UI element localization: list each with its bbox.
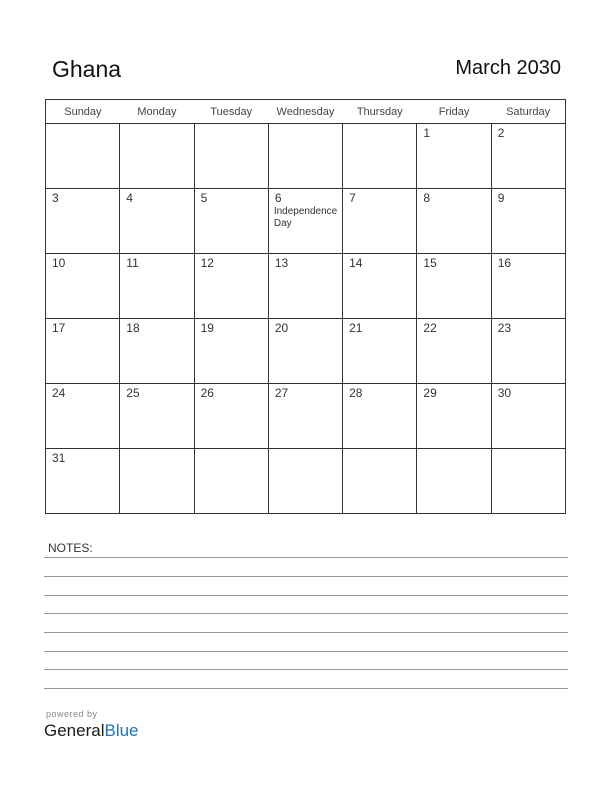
day-cell: [120, 384, 194, 449]
week-row: [46, 384, 566, 449]
day-cell: [194, 319, 268, 384]
day-number: 11: [126, 256, 139, 270]
day-number: [269, 449, 342, 452]
day-number: 28: [349, 386, 363, 400]
day-cell: [491, 254, 565, 319]
day-cell: [491, 384, 565, 449]
day-cell: [120, 449, 194, 514]
week-row: [46, 319, 566, 384]
day-cell: [268, 254, 342, 319]
day-number: 25: [126, 386, 140, 400]
day-cell: [491, 449, 565, 514]
day-number: 9: [497, 191, 505, 205]
day-cell: [343, 189, 417, 254]
day-number: 10: [52, 256, 66, 270]
day-number: [492, 449, 565, 452]
brand-general: General: [44, 721, 105, 740]
day-number: 13: [274, 256, 289, 270]
day-cell: [120, 189, 194, 254]
day-cell: [491, 189, 565, 254]
day-cell: [343, 449, 417, 514]
day-number: 12: [200, 256, 214, 270]
day-number: 4: [126, 191, 133, 205]
day-cell: [120, 124, 194, 189]
day-cell: [417, 189, 491, 254]
day-cell: [46, 384, 120, 449]
day-number: 21: [349, 321, 363, 335]
day-number: [343, 124, 416, 127]
day-cell: [46, 124, 120, 189]
week-row: [46, 124, 566, 189]
day-number: [195, 124, 268, 127]
day-cell: [268, 189, 342, 254]
day-cell: [417, 449, 491, 514]
day-number: [343, 449, 416, 452]
note-line: [44, 632, 568, 633]
note-line: [44, 688, 568, 689]
day-number: 19: [200, 321, 214, 335]
note-line: [44, 576, 568, 577]
weekday-header: Thursday: [343, 100, 417, 124]
powered-by-text: powered by: [46, 709, 98, 719]
day-cell: [268, 384, 342, 449]
weekday-header: Tuesday: [194, 100, 268, 124]
weekday-header: Sunday: [46, 100, 120, 124]
day-number: 31: [52, 451, 66, 465]
note-line: [44, 557, 568, 558]
day-number: 17: [52, 321, 66, 335]
note-line: [44, 669, 568, 670]
day-number: 23: [497, 321, 512, 335]
day-number: 27: [274, 386, 289, 400]
day-cell: [46, 254, 120, 319]
day-number: 30: [497, 386, 512, 400]
day-cell: [343, 319, 417, 384]
day-number: [46, 124, 119, 127]
note-line: [44, 651, 568, 652]
day-number: [120, 449, 193, 452]
notes-label: NOTES:: [48, 541, 93, 555]
day-cell: [194, 189, 268, 254]
day-number: 7: [349, 191, 356, 205]
day-number: [195, 449, 268, 452]
day-number: 22: [423, 321, 437, 335]
day-number: 24: [52, 386, 66, 400]
day-cell: [491, 124, 565, 189]
day-cell: [194, 124, 268, 189]
day-cell: [343, 124, 417, 189]
day-number: 16: [497, 256, 512, 270]
day-number: [417, 449, 490, 452]
country-title: Ghana: [52, 56, 122, 82]
day-cell: [268, 449, 342, 514]
note-line: [44, 613, 568, 614]
day-number: 29: [423, 386, 437, 400]
day-cell: [417, 254, 491, 319]
day-number: 2: [497, 126, 505, 140]
day-cell: [417, 124, 491, 189]
day-cell: [268, 124, 342, 189]
generalblue-logo: [44, 721, 139, 741]
weekday-header: Monday: [120, 100, 194, 124]
day-cell: [417, 319, 491, 384]
day-cell: [343, 384, 417, 449]
day-cell: [46, 319, 120, 384]
day-cell: [491, 319, 565, 384]
calendar-grid: [45, 99, 566, 514]
week-row: [46, 189, 566, 254]
day-number: 8: [423, 191, 431, 205]
day-cell: [417, 384, 491, 449]
weekday-header: Friday: [417, 100, 491, 124]
holiday-label: Independence Day: [273, 206, 338, 229]
day-cell: [46, 449, 120, 514]
day-cell: [120, 254, 194, 319]
day-cell: [268, 319, 342, 384]
day-cell: [194, 449, 268, 514]
brand-blue: Blue: [104, 721, 139, 740]
day-number: [269, 124, 342, 127]
day-cell: [46, 189, 120, 254]
day-number: 6: [274, 191, 282, 205]
weekday-header: Wednesday: [268, 100, 342, 124]
day-cell: [194, 384, 268, 449]
day-number: 26: [200, 386, 214, 400]
weekday-header: Saturday: [491, 100, 565, 124]
day-cell: [343, 254, 417, 319]
day-number: 18: [126, 321, 140, 335]
day-cell: [120, 319, 194, 384]
day-number: 15: [423, 256, 437, 270]
day-number: 5: [200, 191, 208, 205]
day-cell: [194, 254, 268, 319]
day-number: 20: [274, 321, 289, 335]
day-number: [120, 124, 193, 127]
day-number: 14: [349, 256, 363, 270]
day-number: 1: [423, 126, 431, 140]
month-year-title: March 2030: [455, 57, 561, 79]
note-line: [44, 595, 568, 596]
week-row: [46, 254, 566, 319]
day-number: 3: [52, 191, 59, 205]
calendar-body: [46, 124, 566, 514]
weekday-header-row: [46, 100, 566, 124]
week-row: [46, 449, 566, 514]
